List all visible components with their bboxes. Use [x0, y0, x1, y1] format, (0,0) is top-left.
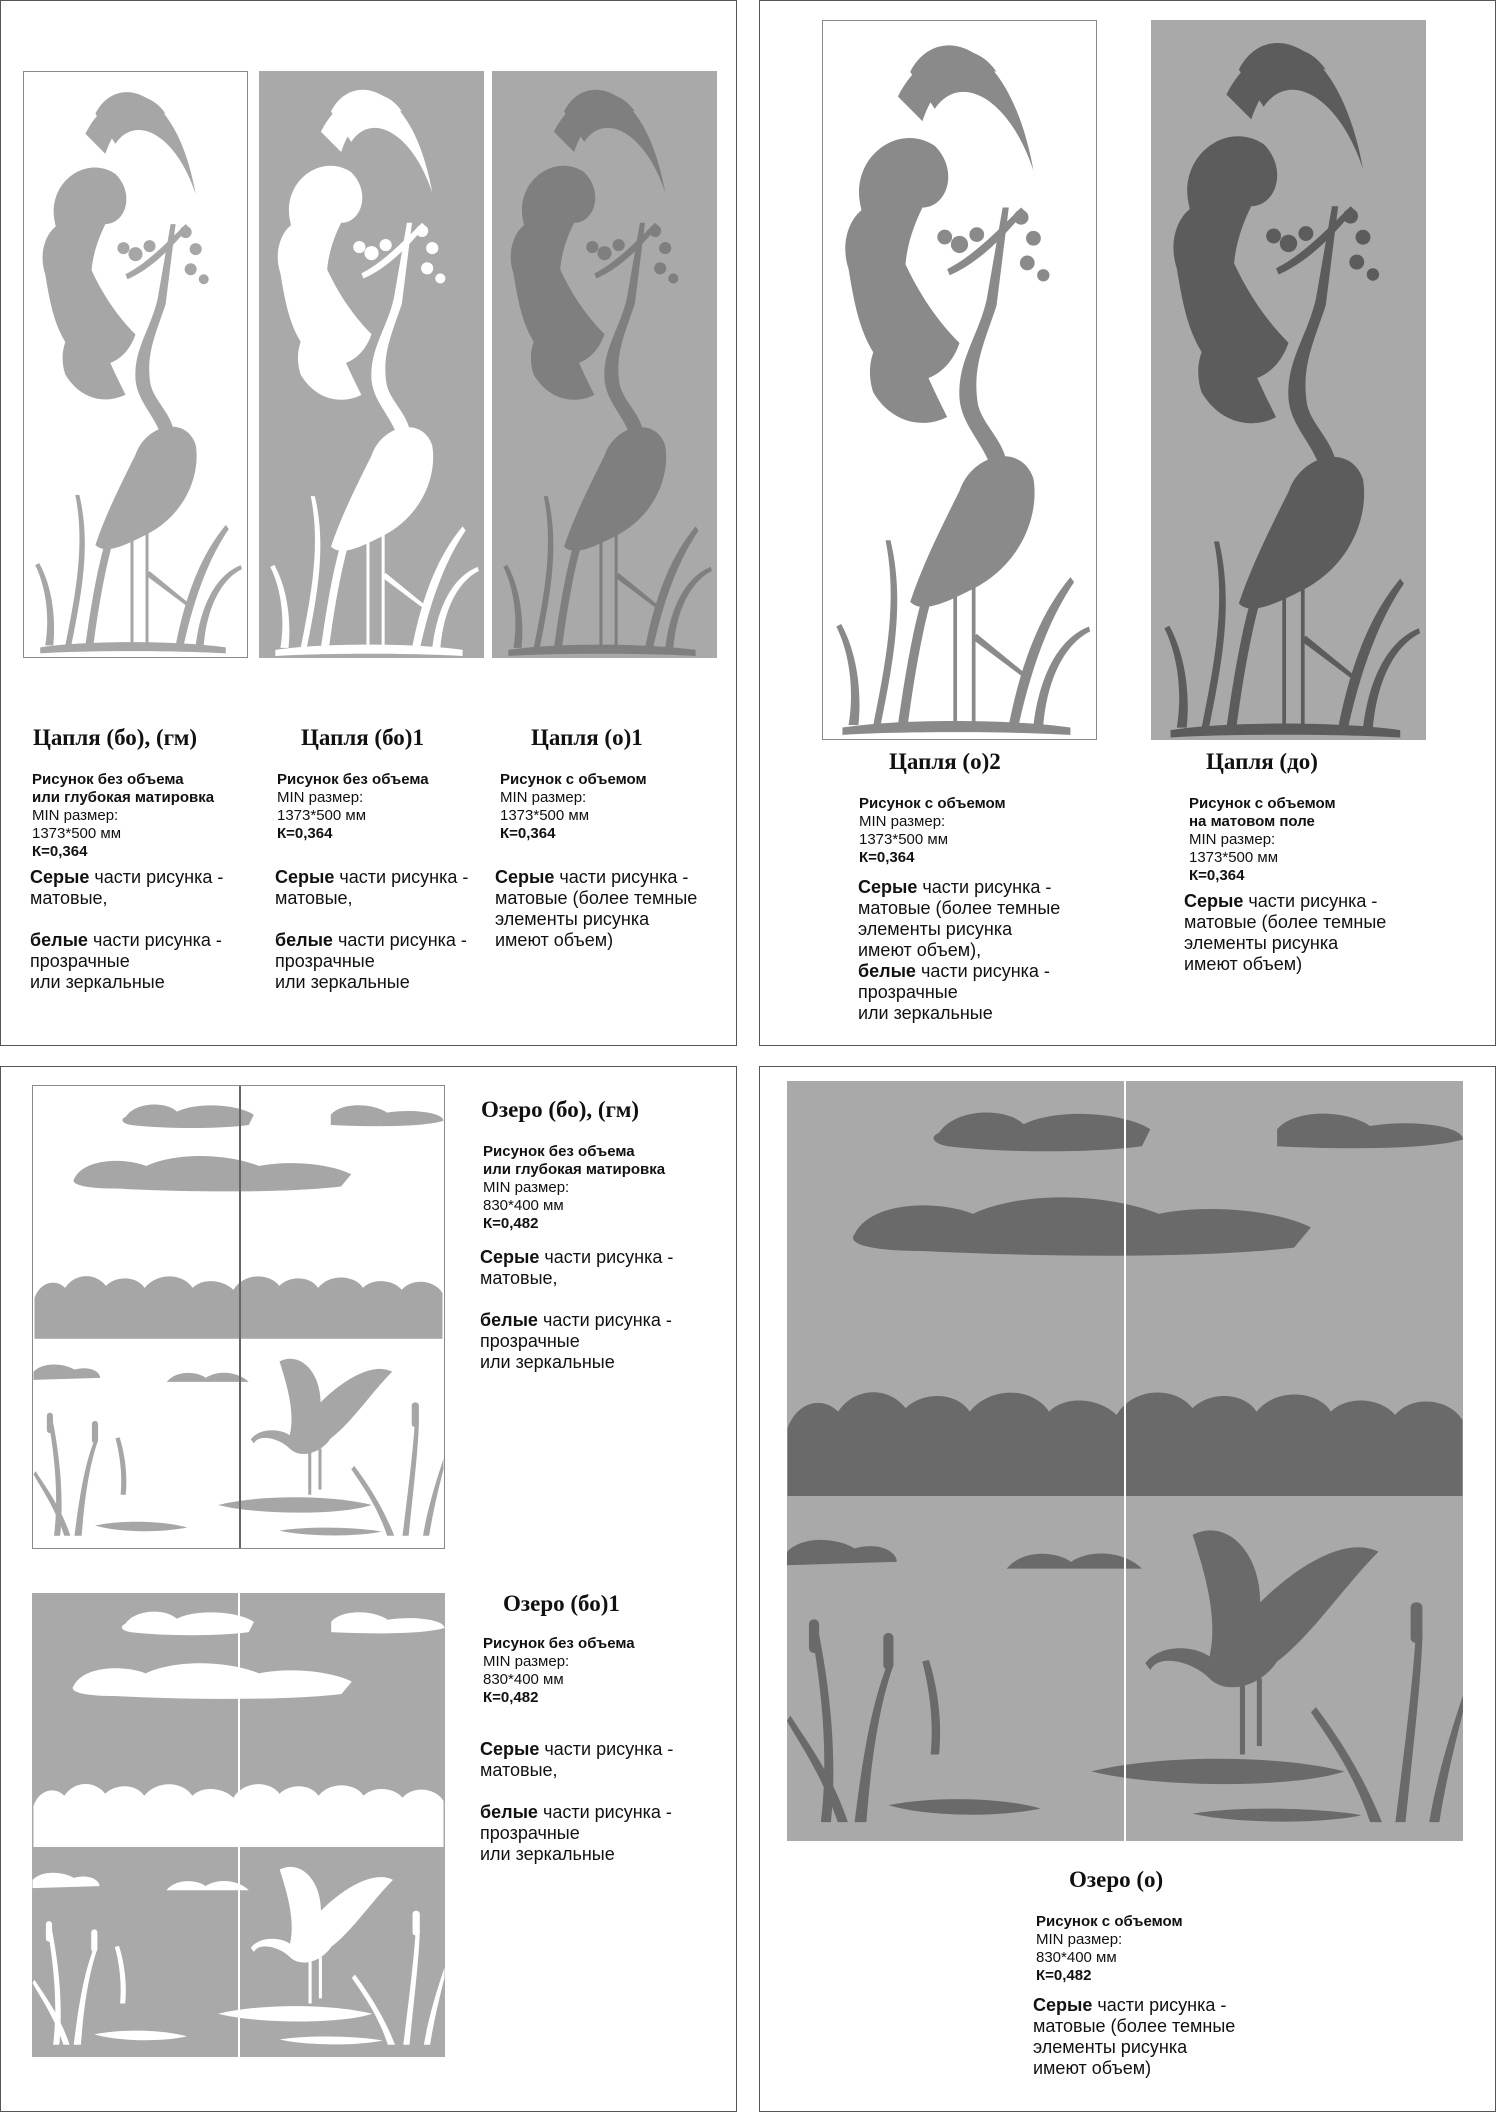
desc-line: или глубокая матировка: [483, 1161, 666, 1178]
desc-line: Рисунок с объемом: [1036, 1913, 1183, 1930]
quadrant-heron-variants-1: [0, 0, 737, 1046]
heron-panel-o2: [822, 20, 1097, 740]
quadrant-heron-variants-2: [759, 0, 1496, 1046]
note-text: части рисунка -: [537, 1310, 672, 1330]
panel-title: Озеро (бо)1: [503, 1591, 620, 1616]
note-line: имеют объем),: [858, 940, 982, 960]
desc-line: К=0,364: [500, 825, 556, 842]
desc-line: MIN размер:: [483, 1653, 570, 1670]
desc-line: MIN размер:: [500, 789, 587, 806]
note-line: матовые,: [275, 888, 353, 908]
desc-line: Рисунок без объема: [32, 771, 184, 788]
note-line: матовые (более темные: [1184, 912, 1387, 932]
desc-line: 1373*500 мм: [500, 807, 590, 824]
panel-title: Цапля (бо), (гм): [33, 725, 198, 750]
panel-description: [483, 1143, 665, 1233]
note-line: или зеркальные: [275, 972, 410, 992]
desc-line: 830*400 мм: [483, 1197, 564, 1214]
note-line: имеют объем): [1033, 2058, 1152, 2078]
desc-line: К=0,482: [1036, 1967, 1092, 1984]
desc-line: К=0,364: [1189, 867, 1245, 884]
note-bold: белые: [275, 930, 333, 950]
heron-illustration: [492, 71, 717, 658]
note-line: элементы рисунка: [1033, 2037, 1188, 2057]
panel-description: [1189, 795, 1336, 885]
panel-title: Цапля (о)2: [889, 749, 1001, 774]
panel-description: [483, 1635, 635, 1707]
quadrant-lake-variants: [0, 1066, 737, 2112]
note-text: части рисунка -: [332, 930, 467, 950]
note-bold: Серые: [858, 877, 918, 897]
note-line: матовые,: [480, 1760, 558, 1780]
note-line: матовые (более темные: [1033, 2016, 1236, 2036]
panel-note: [480, 1247, 673, 1373]
desc-line: К=0,364: [277, 825, 333, 842]
note-text: части рисунка -: [539, 1247, 674, 1267]
note-line: или зеркальные: [480, 1844, 615, 1864]
note-line: или зеркальные: [480, 1352, 615, 1372]
panel-note: [495, 867, 697, 951]
note-line: матовые,: [30, 888, 108, 908]
desc-line: MIN размер:: [277, 789, 364, 806]
panel-note: [30, 867, 223, 993]
note-line: прозрачные: [480, 1823, 580, 1843]
note-line: матовые (более темные: [858, 898, 1061, 918]
note-text: части рисунка -: [334, 867, 469, 887]
panel-note: [480, 1739, 673, 1865]
note-text: части рисунка -: [537, 1802, 672, 1822]
panel-title: Цапля (бо)1: [301, 725, 424, 750]
note-bold: Серые: [495, 867, 555, 887]
panel-description: [500, 771, 647, 843]
desc-line: MIN размер:: [859, 813, 946, 830]
heron-illustration: [24, 72, 247, 657]
panel-divider: [1124, 1081, 1126, 1841]
desc-line: К=0,482: [483, 1215, 539, 1232]
desc-line: 830*400 мм: [1036, 1949, 1117, 1966]
panel-title: Цапля (о)1: [531, 725, 643, 750]
note-bold: белые: [480, 1802, 538, 1822]
heron-panel-o1: [492, 71, 717, 658]
heron-panel-do: [1151, 20, 1426, 740]
note-bold: Серые: [480, 1247, 540, 1267]
panel-note: [1033, 1995, 1235, 2079]
lake-panel-o: [787, 1081, 1463, 1841]
note-bold: белые: [30, 930, 88, 950]
note-line: элементы рисунка: [495, 909, 650, 929]
note-bold: Серые: [1184, 891, 1244, 911]
note-bold: Серые: [480, 1739, 540, 1759]
panel-title: Цапля (до): [1206, 749, 1318, 774]
note-line: прозрачные: [858, 982, 958, 1002]
note-line: матовые (более темные: [495, 888, 698, 908]
desc-line: MIN размер:: [483, 1179, 570, 1196]
desc-line: Рисунок без объема: [483, 1143, 635, 1160]
note-text: части рисунка -: [539, 1739, 674, 1759]
note-line: прозрачные: [275, 951, 375, 971]
panel-title: Озеро (бо), (гм): [481, 1097, 640, 1122]
note-bold: белые: [858, 961, 916, 981]
panel-divider: [239, 1086, 241, 1548]
desc-line: Рисунок без объема: [483, 1635, 635, 1652]
quadrant-lake-volume: [759, 1066, 1496, 2112]
note-bold: белые: [480, 1310, 538, 1330]
note-text: части рисунка -: [89, 867, 224, 887]
lake-panel-bo1: [32, 1593, 445, 2057]
panel-note: [858, 877, 1060, 1024]
note-line: имеют объем): [495, 930, 614, 950]
desc-line: К=0,364: [859, 849, 915, 866]
desc-line: Рисунок без объема: [277, 771, 429, 788]
note-line: или зеркальные: [30, 972, 165, 992]
panel-description: [1036, 1913, 1183, 1985]
note-line: прозрачные: [480, 1331, 580, 1351]
note-text: части рисунка -: [917, 877, 1052, 897]
note-text: части рисунка -: [554, 867, 689, 887]
desc-line: 1373*500 мм: [1189, 849, 1279, 866]
note-bold: Серые: [275, 867, 335, 887]
heron-illustration: [1151, 20, 1426, 740]
desc-line: MIN размер:: [1036, 1931, 1123, 1948]
note-text: части рисунка -: [87, 930, 222, 950]
desc-line: К=0,482: [483, 1689, 539, 1706]
heron-panel-bo1: [259, 71, 484, 658]
desc-line: или глубокая матировка: [32, 789, 215, 806]
heron-illustration: [823, 21, 1096, 739]
note-text: части рисунка -: [1092, 1995, 1227, 2015]
desc-line: 1373*500 мм: [277, 807, 367, 824]
desc-line: Рисунок с объемом: [859, 795, 1006, 812]
panel-title: Озеро (о): [1069, 1867, 1164, 1892]
heron-panel-bo-gm: [23, 71, 248, 658]
panel-description: [32, 771, 214, 861]
panel-note: [1184, 891, 1386, 975]
desc-line: на матовом поле: [1189, 813, 1315, 830]
note-line: матовые,: [480, 1268, 558, 1288]
desc-line: Рисунок с объемом: [500, 771, 647, 788]
note-bold: Серые: [1033, 1995, 1093, 2015]
note-line: элементы рисунка: [1184, 933, 1339, 953]
note-line: или зеркальные: [858, 1003, 993, 1023]
note-text: части рисунка -: [915, 961, 1050, 981]
note-text: части рисунка -: [1243, 891, 1378, 911]
desc-line: 1373*500 мм: [859, 831, 949, 848]
desc-line: К=0,364: [32, 843, 88, 860]
panel-note: [275, 867, 468, 993]
heron-illustration: [259, 71, 484, 658]
panel-divider: [238, 1593, 240, 2057]
lake-panel-bo-gm: [32, 1085, 445, 1549]
panel-description: [277, 771, 429, 843]
note-line: прозрачные: [30, 951, 130, 971]
desc-line: 1373*500 мм: [32, 825, 122, 842]
note-bold: Серые: [30, 867, 90, 887]
note-line: элементы рисунка: [858, 919, 1013, 939]
desc-line: MIN размер:: [1189, 831, 1276, 848]
desc-line: 830*400 мм: [483, 1671, 564, 1688]
desc-line: Рисунок с объемом: [1189, 795, 1336, 812]
desc-line: MIN размер:: [32, 807, 119, 824]
panel-description: [859, 795, 1006, 867]
note-line: имеют объем): [1184, 954, 1303, 974]
